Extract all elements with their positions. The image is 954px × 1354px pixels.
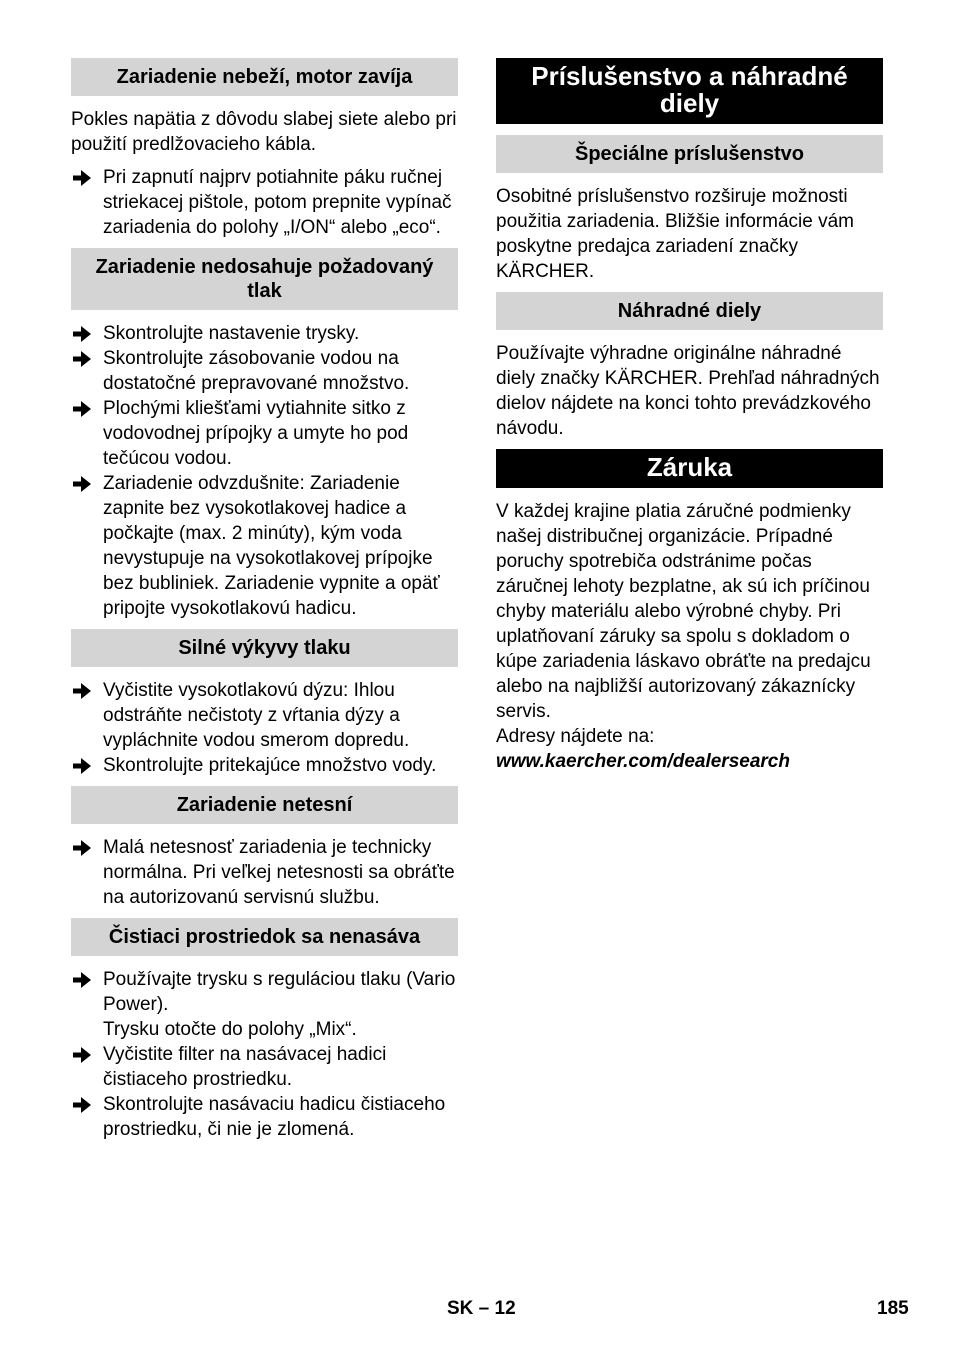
- list-item-text: Skontrolujte nasávaciu hadicu čistiaceho prostriedku, či nie je zlomená.: [103, 1094, 446, 1140]
- list-no-pressure: [71, 321, 458, 621]
- arrow-right-icon: [73, 683, 91, 699]
- list-item-text: Vyčistite filter na nasávacej hadici čistiaceho prostriedku.: [103, 1044, 387, 1090]
- heading-accessories-spare-parts: Príslušenstvo a náhradné diely: [496, 58, 883, 124]
- heading-device-not-running: Zariadenie nebeží, motor zavíja: [71, 58, 458, 96]
- list-item-text: Pri zapnutí najprv potiahnite páku ručnej striekacej pištole, potom prepnite vypínač zariadenia do polohy „I/ON“ alebo „eco“.: [103, 167, 452, 238]
- list-item: [71, 678, 458, 753]
- list-detergent-not-sucked: [71, 967, 458, 1142]
- list-item-text: Vyčistite vysokotlakovú dýzu: Ihlou odstráňte nečistoty z vŕtania dýzy a vypláchnite vodou smerom dopredu.: [103, 680, 410, 751]
- arrow-right-icon: [73, 401, 91, 417]
- list-item: [71, 396, 458, 471]
- list-item-text: Plochými kliešťami vytiahnite sitko z vodovodnej prípojky a umyte ho pod tečúcou vodou.: [103, 398, 409, 469]
- arrow-right-icon: [73, 758, 91, 774]
- left-column: [71, 58, 458, 1150]
- arrow-right-icon: [73, 840, 91, 856]
- heading-detergent-not-sucked: Čistiaci prostriedok sa nenasáva: [71, 918, 458, 956]
- list-device-leaking: [71, 835, 458, 910]
- dealer-search-link[interactable]: www.kaercher.com/dealersearch: [496, 751, 790, 772]
- list-item: [71, 753, 458, 778]
- footer-section-label: SK – 12: [447, 1298, 516, 1319]
- list-item-text: Skontrolujte pritekajúce množstvo vody.: [103, 755, 437, 776]
- page-number: 185: [877, 1298, 909, 1319]
- arrow-right-icon: [73, 1047, 91, 1063]
- list-item-text: Skontrolujte zásobovanie vodou na dostatočné prepravované množstvo.: [103, 348, 410, 394]
- arrow-right-icon: [73, 326, 91, 342]
- arrow-right-icon: [73, 1097, 91, 1113]
- list-item: [71, 321, 458, 346]
- paragraph-special-accessories: Osobitné príslušenstvo rozširuje možnosti použitia zariadenia. Bližšie informácie vám poskytne predajca zariadení značky KÄRCHER.: [496, 186, 854, 282]
- arrow-right-icon: [73, 972, 91, 988]
- paragraph-spare-parts: Používajte výhradne originálne náhradné diely značky KÄRCHER. Prehľad náhradných dielov nájdete na konci tohto prevádzkového návodu.: [496, 343, 880, 439]
- list-item-continuation: Trysku otočte do polohy „Mix“.: [103, 1019, 357, 1040]
- list-item: [71, 835, 458, 910]
- heading-special-accessories: Špeciálne príslušenstvo: [496, 135, 883, 173]
- list-item: [71, 471, 458, 621]
- list-item-text: Zariadenie odvzdušnite: Zariadenie zapnite bez vysokotlakovej hadice a počkajte (max. 2 minúty), kým voda nevystupuje na vysokotlakovej prípojke bez bubliniek. Zariadenie vypnite a opäť pripojte vysokotlakovú hadicu.: [103, 473, 440, 619]
- arrow-right-icon: [73, 170, 91, 186]
- list-pressure-fluctuation: [71, 678, 458, 778]
- heading-pressure-fluctuation: Silné výkyvy tlaku: [71, 629, 458, 667]
- heading-device-leaking: Zariadenie netesní: [71, 786, 458, 824]
- paragraph-voltage-drop: Pokles napätia z dôvodu slabej siete alebo pri použití predlžovacieho kábla.: [71, 109, 457, 155]
- list-item: [71, 1092, 458, 1142]
- list-item-text: Malá netesnosť zariadenia je technicky normálna. Pri veľkej netesnosti sa obráťte na autorizovanú servisnú službu.: [103, 837, 455, 908]
- heading-spare-parts: Náhradné diely: [496, 292, 883, 330]
- right-column: [496, 58, 883, 774]
- list-item: [71, 346, 458, 396]
- arrow-right-icon: [73, 351, 91, 367]
- address-label: Adresy nájdete na:: [496, 726, 655, 747]
- list-item-text: Skontrolujte nastavenie trysky.: [103, 323, 360, 344]
- list-item: [71, 967, 458, 1017]
- list-item: [71, 1042, 458, 1092]
- list-item-text: Používajte trysku s reguláciou tlaku (Vario Power).: [103, 969, 456, 1015]
- list-item: [71, 165, 458, 240]
- arrow-right-icon: [73, 476, 91, 492]
- list-device-not-running: [71, 165, 458, 240]
- heading-warranty: Záruka: [496, 449, 883, 488]
- heading-no-pressure: Zariadenie nedosahuje požadovaný tlak: [71, 248, 458, 310]
- paragraph-warranty: V každej krajine platia záručné podmienky našej distribučnej organizácie. Prípadné poruchy spotrebiča odstránime počas záručnej lehoty bezplatne, ak sú ich príčinou chyby materiálu alebo výrobné chyby. Pri uplatňovaní záruky sa spolu s dokladom o kúpe zariadenia láskavo obráťte na predajcu alebo na najbližší autorizovaný zákaznícky servis.: [496, 501, 871, 722]
